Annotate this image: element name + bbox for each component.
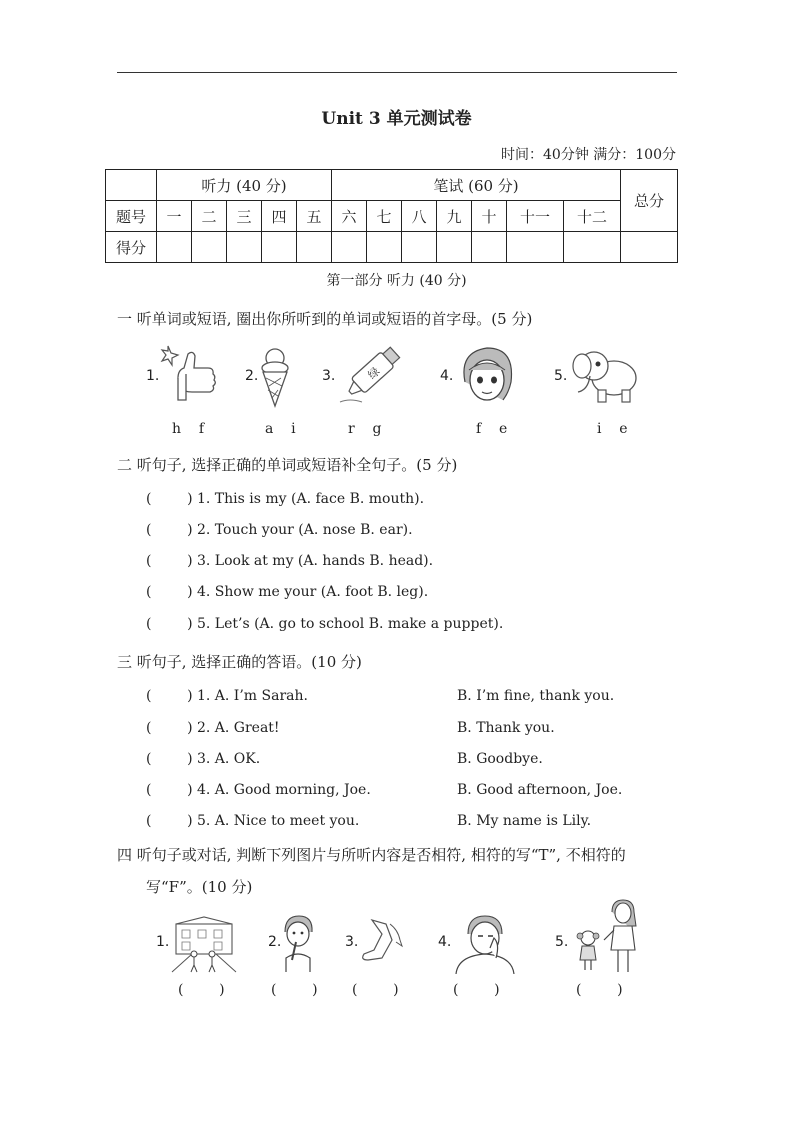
part1-heading: 第一部分 听力 (40 分) — [326, 273, 467, 289]
score-cell[interactable] — [262, 232, 297, 263]
s4-answer-blank[interactable]: ( ) — [178, 982, 225, 998]
score-cell[interactable] — [332, 232, 367, 263]
s4-answer-blank[interactable]: ( ) — [453, 982, 500, 998]
s3-option-a: ( ) 5. A. Nice to meet you. — [146, 813, 360, 829]
s2-question: ( ) 2. Touch your (A. nose B. ear). — [146, 522, 413, 538]
s4-item-number: 4. — [438, 934, 452, 950]
time-info: 时间：40分钟 满分：100分 — [501, 147, 676, 163]
page-title: Unit 3 单元测试卷 — [321, 109, 472, 129]
s1-options: r g — [348, 421, 382, 437]
foot-kick-icon — [358, 916, 410, 966]
s3-option-a: ( ) 2. A. Great! — [146, 720, 280, 736]
writing-header: 笔试 (60 分) — [332, 170, 621, 201]
listening-header: 听力 (40 分) — [157, 170, 332, 201]
s1-options: a i — [265, 421, 296, 437]
s3-option-b: B. Good afternoon, Joe. — [457, 782, 623, 798]
s1-options: f e — [476, 421, 508, 437]
s4-item-number: 5. — [555, 934, 569, 950]
s1-item-number: 3. — [322, 368, 336, 384]
question-number: 十一 — [507, 201, 564, 232]
score-cell[interactable] — [192, 232, 227, 263]
s3-option-b: B. Thank you. — [457, 720, 555, 736]
score-cell[interactable] — [437, 232, 472, 263]
question-number: 九 — [437, 201, 472, 232]
s2-question: ( ) 4. Show me your (A. foot B. leg). — [146, 584, 429, 600]
s4-item-number: 3. — [345, 934, 359, 950]
s3-option-a: ( ) 3. A. OK. — [146, 751, 261, 767]
question-number: 三 — [227, 201, 262, 232]
question-number: 十 — [472, 201, 507, 232]
s3-option-b: B. Goodbye. — [457, 751, 543, 767]
glue-bottle-icon — [336, 340, 412, 408]
s1-options: h f — [172, 421, 204, 437]
face-icon — [455, 342, 521, 408]
school-scene-icon — [170, 916, 238, 974]
question-number: 七 — [367, 201, 402, 232]
total-score-cell[interactable] — [621, 232, 678, 263]
score-cell[interactable] — [227, 232, 262, 263]
section2-heading: 二 听句子, 选择正确的单词或短语补全句子。(5 分) — [117, 456, 458, 474]
ice-cream-icon — [258, 344, 292, 410]
thumbs-up-icon — [160, 342, 220, 410]
girl-and-woman-icon — [570, 898, 642, 974]
section3-heading: 三 听句子, 选择正确的答语。(10 分) — [117, 653, 362, 671]
boy-touching-face-icon — [280, 914, 316, 974]
row-label-score: 得分 — [106, 232, 157, 263]
s3-option-b: B. My name is Lily. — [457, 813, 592, 829]
glue-label: 绿 — [365, 364, 383, 382]
score-cell[interactable] — [507, 232, 564, 263]
score-cell[interactable] — [402, 232, 437, 263]
question-number: 八 — [402, 201, 437, 232]
section4-heading: 四 听句子或对话, 判断下列图片与所听内容是否相符, 相符的写“T”, 不相符的 — [117, 846, 626, 864]
man-hand-on-face-icon — [452, 914, 518, 974]
s1-item-number: 4. — [440, 368, 454, 384]
s4-answer-blank[interactable]: ( ) — [271, 982, 318, 998]
s4-answer-blank[interactable]: ( ) — [352, 982, 399, 998]
question-number: 五 — [297, 201, 332, 232]
section4-heading-cont: 写“F”。(10 分) — [146, 878, 253, 896]
s4-item-number: 2. — [268, 934, 282, 950]
score-cell[interactable] — [297, 232, 332, 263]
score-cell[interactable] — [367, 232, 402, 263]
question-number: 一 — [157, 201, 192, 232]
s3-option-a: ( ) 4. A. Good morning, Joe. — [146, 782, 371, 798]
question-number: 四 — [262, 201, 297, 232]
total-header: 总分 — [621, 170, 678, 232]
elephant-icon — [568, 344, 642, 408]
score-table-corner — [106, 170, 157, 201]
s2-question: ( ) 1. This is my (A. face B. mouth). — [146, 491, 425, 507]
s3-option-b: B. I’m fine, thank you. — [457, 688, 615, 704]
s4-item-number: 1. — [156, 934, 170, 950]
row-label-number: 题号 — [106, 201, 157, 232]
score-cell[interactable] — [157, 232, 192, 263]
question-number: 六 — [332, 201, 367, 232]
s3-option-a: ( ) 1. A. I’m Sarah. — [146, 688, 308, 704]
s1-item-number: 2. — [245, 368, 259, 384]
section1-heading: 一 听单词或短语, 圈出你所听到的单词或短语的首字母。(5 分) — [117, 310, 533, 328]
question-number: 二 — [192, 201, 227, 232]
question-number: 十二 — [564, 201, 621, 232]
score-cell[interactable] — [472, 232, 507, 263]
s4-answer-blank[interactable]: ( ) — [576, 982, 623, 998]
s1-item-number: 5. — [554, 368, 568, 384]
score-cell[interactable] — [564, 232, 621, 263]
s2-question: ( ) 3. Look at my (A. hands B. head). — [146, 553, 434, 569]
s1-item-number: 1. — [146, 368, 160, 384]
s1-options: i e — [597, 421, 628, 437]
s2-question: ( ) 5. Let’s (A. go to school B. make a puppet). — [146, 616, 504, 632]
score-table — [105, 169, 678, 263]
top-rule — [117, 72, 677, 73]
